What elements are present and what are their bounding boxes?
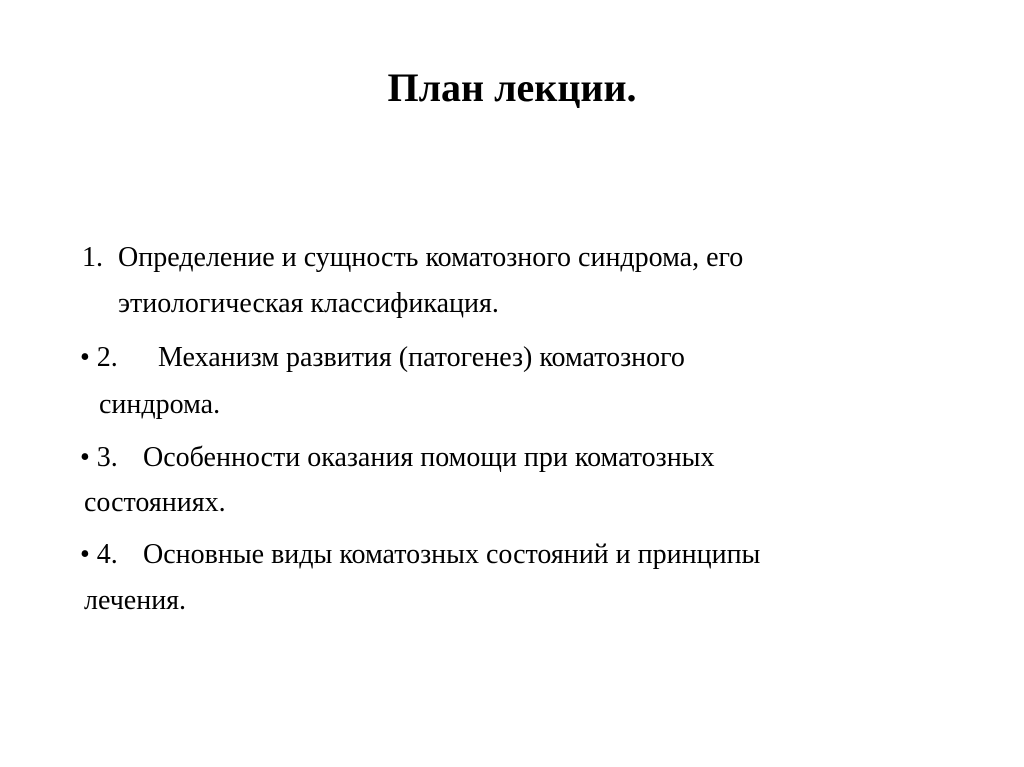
item-text-line1: Определение и сущность коматозного синдрома, его bbox=[118, 242, 744, 273]
item-text-line1: Особенности оказания помощи при коматозных bbox=[143, 442, 715, 473]
slide-title: План лекции. bbox=[387, 65, 637, 110]
item-text-line1: Основные виды коматозных состояний и принципы bbox=[143, 539, 761, 570]
item-marker: • 2. bbox=[80, 342, 118, 373]
item-marker: 1. bbox=[82, 242, 103, 273]
item-text-line2: синдрома. bbox=[99, 389, 221, 420]
item-text-line2: лечения. bbox=[84, 585, 187, 616]
item-text-line2: состояниях. bbox=[84, 487, 226, 518]
item-text-line1: Механизм развития (патогенез) коматозного bbox=[158, 342, 685, 373]
item-marker: • 3. bbox=[80, 442, 118, 473]
item-text-line2: этиологическая классификация. bbox=[118, 288, 499, 319]
item-marker: • 4. bbox=[80, 539, 118, 570]
